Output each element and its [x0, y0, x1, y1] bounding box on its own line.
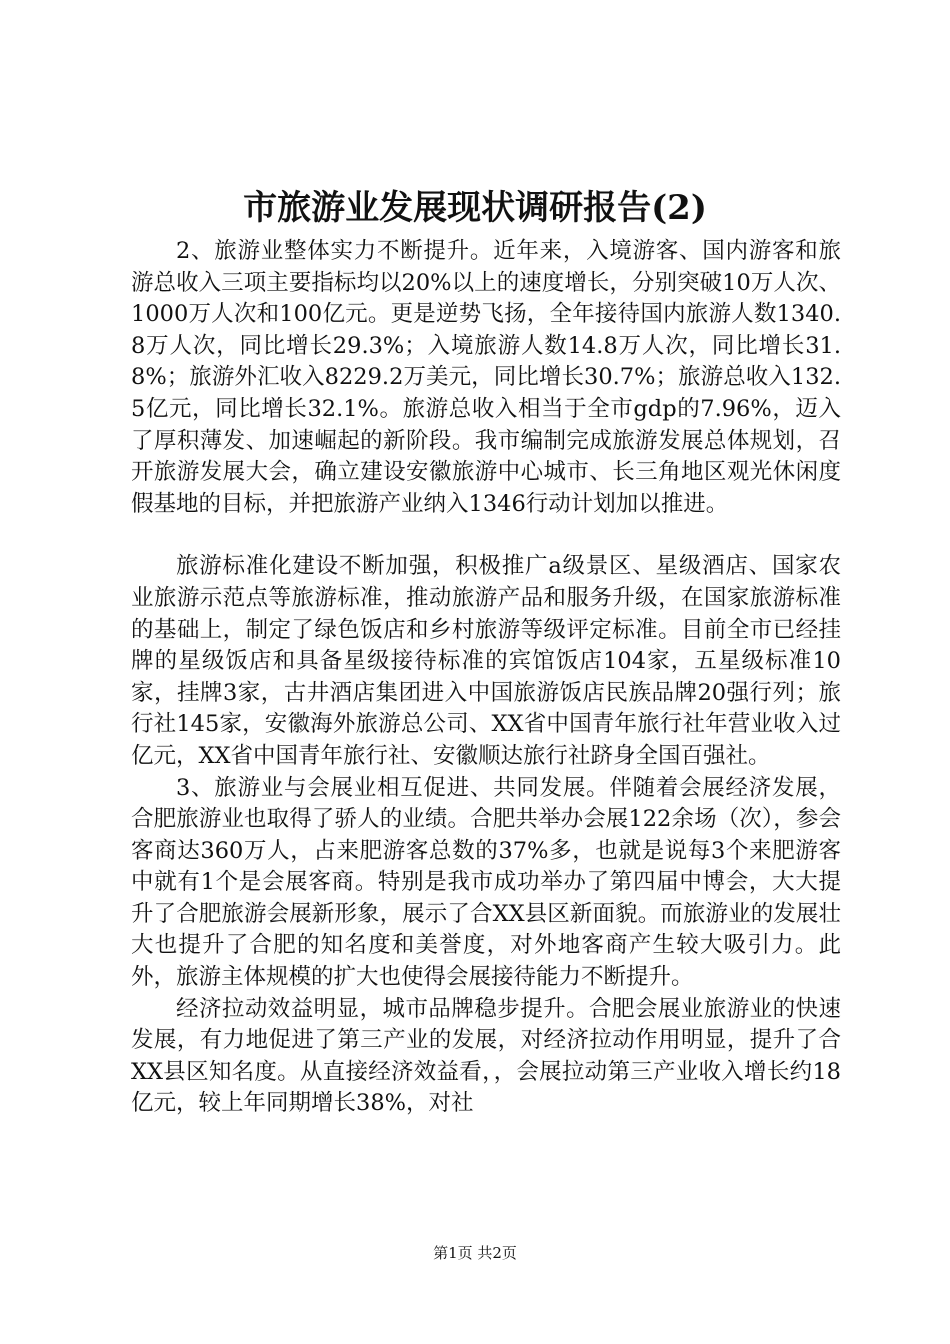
- page-number-footer: 第1页 共2页: [433, 1244, 517, 1262]
- paragraph-economic-effect: 经济拉动效益明显，城市品牌稳步提升。合肥会展业旅游业的快速发展，有力地促进了第三产业的发展，对经济拉动作用明显，提升了合XX县区知名度。从直接经济效益看，，会展拉动第三产业收入增长约18亿元，较上年同期增长38%，对社: [131, 995, 841, 1117]
- document-title: 市旅游业发展现状调研报告(2): [243, 188, 707, 228]
- paragraph-standardization: 旅游标准化建设不断加强，积极推广a级景区、星级酒店、国家农业旅游示范点等旅游标准，推动旅游产品和服务升级，在国家旅游标准的基础上，制定了绿色饭店和乡村旅游等级评定标准。目前全市已经挂牌的星级饭店和具备星级接待标准的宾馆饭店104家，五星级标准10家，挂牌3家，古井酒店集团进入中国旅游饭店民族品牌20强行列；旅行社145家，安徽海外旅游总公司、XX省中国青年旅行社年营业收入过亿元，XX省中国青年旅行社、安徽顺达旅行社跻身全国百强社。: [131, 553, 841, 769]
- document-body: [131, 236, 841, 1120]
- paragraph-tourism-strength: 2、旅游业整体实力不断提升。近年来，入境游客、国内游客和旅游总收入三项主要指标均以20%以上的速度增长，分别突破10万人次、1000万人次和100亿元。更是逆势飞扬，全年接待国内旅游人数1340.8万人次，同比增长29.3%；入境旅游人数14.8万人次，同比增长31.8%；旅游外汇收入8229.2万美元，同比增长30.7%；旅游总收入132.5亿元，同比增长32.1%。旅游总收入相当于全市gdp的7.96%，迈入了厚积薄发、加速崛起的新阶段。我市编制完成旅游发展总体规划，召开旅游发展大会，确立建设安徽旅游中心城市、长三角地区观光休闲度假基地的目标，并把旅游产业纳入1346行动计划加以推进。: [131, 238, 841, 517]
- paragraph-tourism-exhibition: 3、旅游业与会展业相互促进、共同发展。伴随着会展经济发展，合肥旅游业也取得了骄人的业绩。合肥共举办会展122余场（次），参会客商达360万人，占来肥游客总数的37%多，也就是说每3个来肥游客中就有1个是会展客商。特别是我市成功举办了第四届中博会，大大提升了合肥旅游会展新形象，展示了合XX县区新面貌。而旅游业的发展壮大也提升了合肥的知名度和美誉度，对外地客商产生较大吸引力。此外，旅游主体规模的扩大也使得会展接待能力不断提升。: [131, 774, 841, 991]
